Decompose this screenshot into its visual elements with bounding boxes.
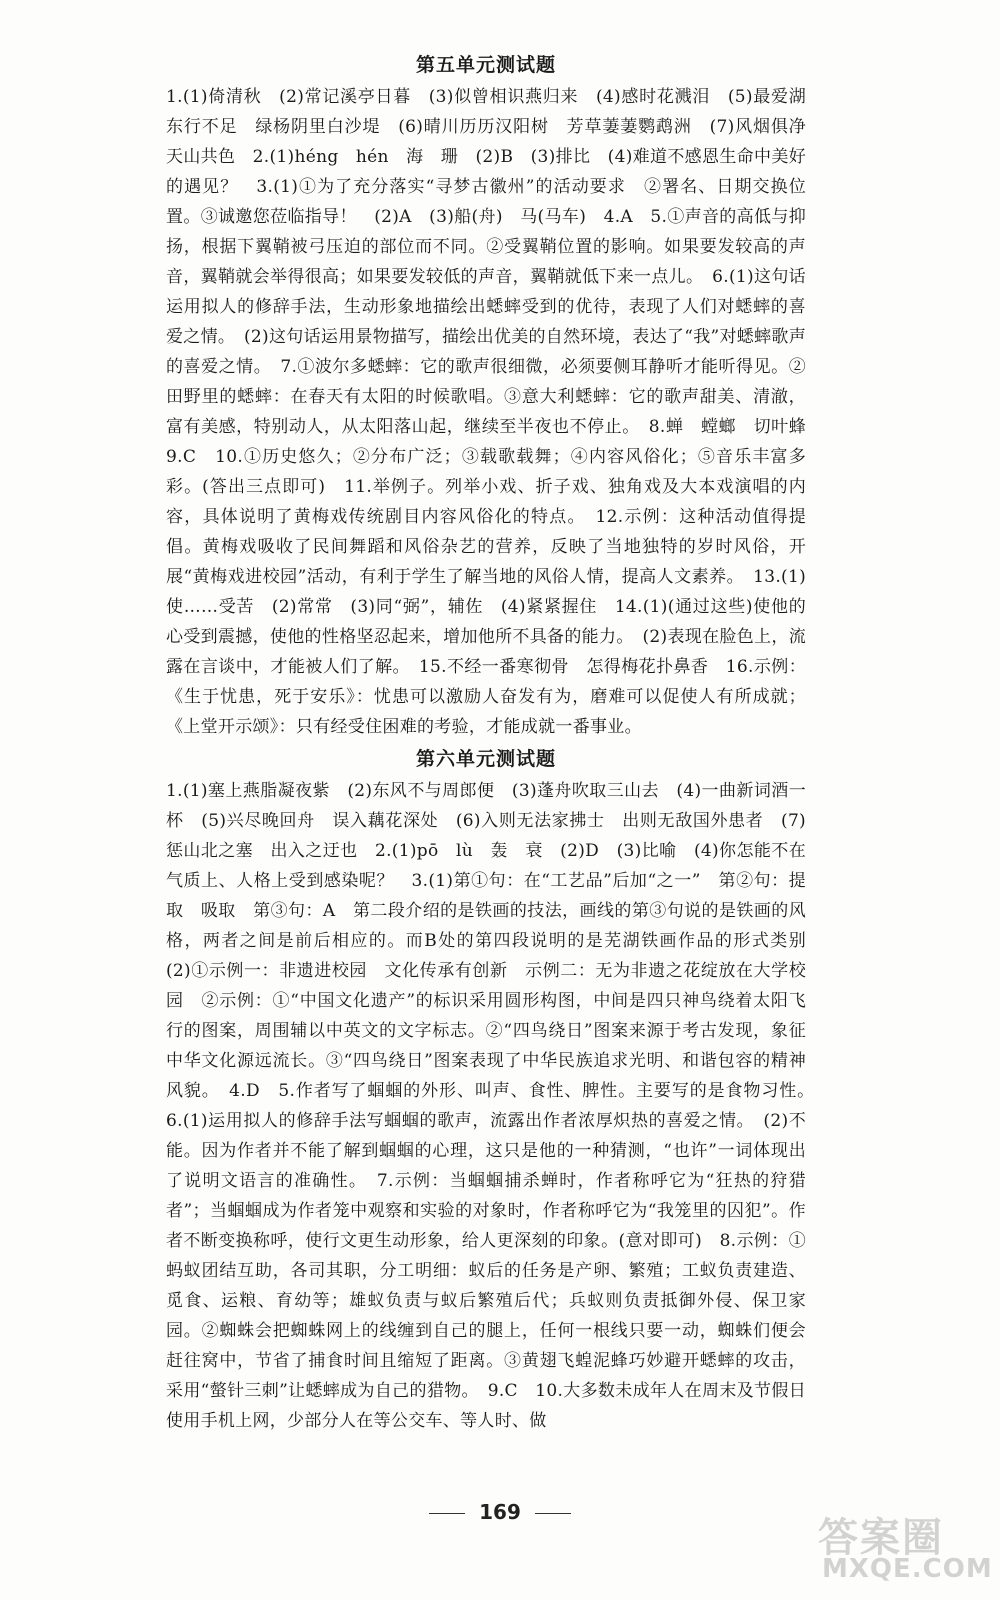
footer-dash-right xyxy=(535,1513,571,1514)
unit6-title: 第六单元测试题 xyxy=(415,748,556,770)
unit5-answers: 1.(1)倚清秋 (2)常记溪亭日暮 (3)似曾相识燕归来 (4)感时花溅泪 (5)最爱湖东行不足 绿杨阴里白沙堤 (6)晴川历历汉阳树 芳草萋萋鹦鹉洲 (7)风烟俱净 天山共色 2.(1)héng hén 海 珊 (2)B (3)排比 (4)难道不感恩生命中美好的遇见？ 3.(1)①为了充分落实“寻梦古徽州”的活动要求 ②署名、日期交换位置。③诚邀您莅临指导！ (2)A (3)船(舟) 马(马车) 4.A 5.①声音的高低与抑扬，根据下翼鞘被弓压迫的部位而不同。②受翼鞘位置的影响。如果要发较高的声音，翼鞘就会举得很高；如果要发较低的声音，翼鞘就低下来一点儿。 6.(1)这句话运用拟人的修辞手法，生动形象地描绘出蟋蟀受到的优待，表现了人们对蟋蟀的喜爱之情。 (2)这句话运用景物描写，描绘出优美的自然环境，表达了“我”对蟋蟀歌声的喜爱之情。 7.①波尔多蟋蟀：它的歌声很细微，必须要侧耳静听才能听得见。②田野里的蟋蟀：在春天有太阳的时候歌唱。③意大利蟋蟀：它的歌声甜美、清澈，富有美感，特别动人，从太阳落山起，继续至半夜也不停止。 8.蝉 螳螂 切叶蜂 9.C 10.①历史悠久；②分布广泛；③载歌载舞；④内容风俗化；⑤音乐丰富多彩。(答出三点即可) 11.举例子。列举小戏、折子戏、独角戏及大本戏演唱的内容，具体说明了黄梅戏传统剧目内容风俗化的特点。 12.示例：这种活动值得提倡。黄梅戏吸收了民间舞蹈和风俗杂艺的营养，反映了当地独特的岁时风俗，开展“黄梅戏进校园”活动，有利于学生了解当地的风俗人情，提高人文素养。 13.(1)使……受苦 (2)常常 (3)同“弼”，辅佐 (4)紧紧握住 14.(1)(通过这些)使他的心受到震撼，使他的性格坚忍起来，增加他所不具备的能力。 (2)表现在脸色上，流露在言谈中，才能被人们了解。 15.不经一番寒彻骨 怎得梅花扑鼻香 16.示例：《生于忧患，死于安乐》：忧患可以激励人奋发有为，磨难可以促使人有所成就；《上堂开示颂》：只有经受住困难的考验，才能成就一番事业。 xyxy=(166,87,824,737)
page-number: 169 xyxy=(479,1500,521,1524)
watermark-line1: 答案圈 xyxy=(818,1515,944,1561)
unit5-title: 第五单元测试题 xyxy=(415,54,556,76)
answer-content xyxy=(166,52,824,1436)
unit6-answers: 1.(1)塞上燕脂凝夜紫 (2)东风不与周郎便 (3)蓬舟吹取三山去 (4)一曲新词酒一杯 (5)兴尽晚回舟 误入藕花深处 (6)入则无法家拂士 出则无敌国外患者 (7)惩山北之塞 出入之迂也 2.(1)pō lù 轰 衰 (2)D (3)比喻 (4)你怎能不在气质上、人格上受到感染呢？ 3.(1)第①句：在“工艺品”后加“之一” 第②句：提取 吸取 第③句：A 第二段介绍的是铁画的技法，画线的第③句说的是铁画的风格，两者之间是前后相应的。而B处的第四段说明的是芜湖铁画作品的形式类别 (2)①示例一：非遗进校园 文化传承有创新 示例二：无为非遗之花绽放在大学校园 ②示例：①“中国文化遗产”的标识采用圆形构图，中间是四只神鸟绕着太阳飞行的图案，周围辅以中英文的文字标志。②“四鸟绕日”图案来源于考古发现，象征中华文化源远流长。③“四鸟绕日”图案表现了中华民族追求光明、和谐包容的精神风貌。 4.D 5.作者写了蝈蝈的外形、叫声、食性、脾性。主要写的是食物习性。 6.(1)运用拟人的修辞手法写蝈蝈的歌声，流露出作者浓厚炽热的喜爱之情。 (2)不能。因为作者并不能了解到蝈蝈的心理，这只是他的一种猜测，“也许”一词体现出了说明文语言的准确性。 7.示例：当蝈蝈捕杀蝉时，作者称呼它为“狂热的狩猎者”；当蝈蝈成为作者笼中观察和实验的对象时，作者称呼它为“我笼里的囚犯”。作者不断变换称呼，使行文更生动形象，给人更深刻的印象。(意对即可) 8.示例：①蚂蚁团结互助，各司其职，分工明细：蚁后的任务是产卵、繁殖；工蚁负责建造、觅食、运粮、育幼等；雄蚁负责与蚁后繁殖后代；兵蚁则负责抵御外侵、保卫家园。②蜘蛛会把蜘蛛网上的线缠到自己的腿上，任何一根线只要一动，蜘蛛们便会赶往窝中，节省了捕食时间且缩短了距离。③黄翅飞蝗泥蜂巧妙避开蟋蟀的攻击，采用“螫针三刺”让蟋蟀成为自己的猎物。 9.C 10.大多数未成年人在周末及节假日使用手机上网，少部分人在等公交车、等人时、做 xyxy=(166,781,824,1431)
watermark-logo xyxy=(818,1506,993,1586)
footer-dash-left xyxy=(429,1513,465,1514)
watermark-line2: MXQE.COM xyxy=(822,1554,993,1584)
